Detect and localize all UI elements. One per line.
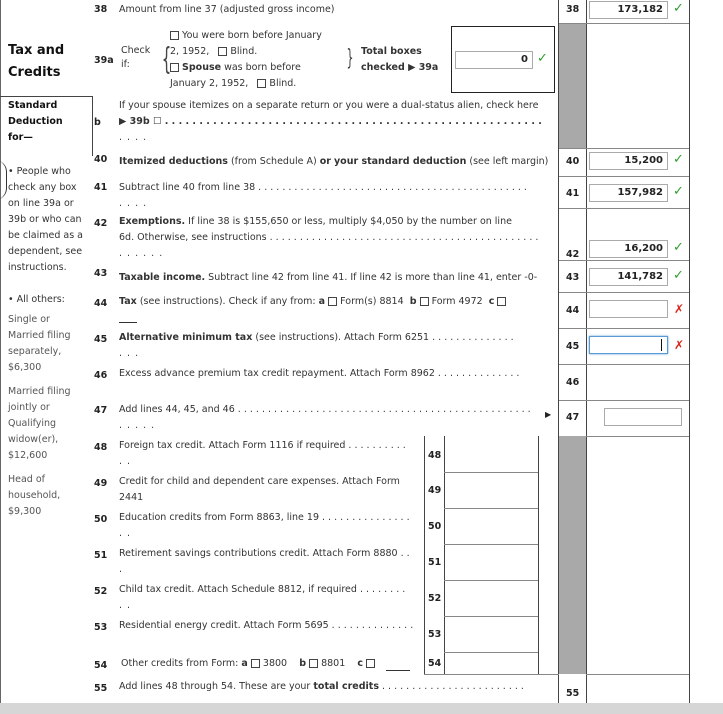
line-44-text: Tax (see instructions). Check if any from: a Form(s) 8814 b Form 4972 c	[119, 294, 506, 310]
line-53-text: Residential energy credit. Attach Form 5695 . . . . . . . . . . . . . .	[119, 620, 414, 631]
line-38-input[interactable]: 173,182	[589, 1, 668, 19]
shaded-area-upper	[559, 24, 586, 148]
line-40-input[interactable]: 15,200	[589, 152, 668, 170]
valid-check-icon: ✓	[673, 268, 684, 283]
other-c-checkbox[interactable]	[497, 297, 506, 306]
line-39b-text: If your spouse itemizes on a separate return or you were a dual-status alien, check here ▶ 39b ☐ . . . . . . . . . . . . . . . . . . . . . . . . . . . . . . . . . . . . . . . . . . . . . . . . . . . . . . . . . . .	[119, 100, 542, 143]
line-43-text: Taxable income. Subtract line 42 from line 41. If line 42 is more than line 41, enter -0-	[119, 272, 538, 283]
sidebar-note-hoh: Head of household, $9,300	[8, 474, 61, 517]
form-8814-checkbox[interactable]	[328, 297, 337, 306]
brace-icon: {	[161, 42, 172, 77]
line-number: 54	[94, 660, 108, 671]
valid-check-icon: ✓	[673, 1, 684, 16]
line-38-text: Amount from line 37 (adjusted gross income)	[119, 4, 335, 15]
line-55-text: Add lines 48 through 54. These are your total credits . . . . . . . . . . . . . . . . . . . . . . . .	[119, 681, 524, 692]
line-47-text: Add lines 44, 45, and 46 . . . . . . . . . . . . . . . . . . . . . . . . . . . . . . . . . . . . . . . . . . . . . . . . .	[119, 404, 531, 415]
invalid-x-icon: ✗	[674, 338, 685, 352]
line-39a-you-born: You were born before January	[170, 28, 322, 44]
line-number: 46	[94, 370, 108, 381]
line-box-label: 44	[566, 305, 580, 316]
line-39a-you-born2: 2, 1952, Blind.	[170, 46, 258, 57]
line-number: 47	[94, 405, 108, 416]
line-54-text: Other credits from Form: a 3800 b 8801 c	[121, 656, 375, 672]
horizontal-scrollbar[interactable]	[0, 703, 723, 714]
line-box-label: 41	[566, 188, 580, 199]
arrow-icon: ▶	[545, 410, 552, 419]
spouse-born-checkbox[interactable]	[170, 63, 179, 72]
line-box-label: 49	[428, 485, 442, 496]
line-number: 41	[94, 182, 108, 193]
line-48-text: Foreign tax credit. Attach Form 1116 if required . . . . . . . . . .	[119, 440, 406, 451]
line-39a-spouse-born: Spouse was born before	[170, 60, 301, 76]
line-number: 38	[94, 4, 108, 15]
line-box-label: 43	[566, 272, 580, 283]
line-box-label: 52	[428, 593, 442, 604]
line-39a-check-label: Check if:	[121, 45, 151, 70]
line-box-label: 54	[428, 658, 442, 669]
sidebar-note-single: Single or Married filing separately, $6,300	[8, 314, 71, 373]
valid-check-icon: ✓	[673, 152, 684, 167]
line-number: b	[94, 117, 101, 128]
line-number: 55	[94, 683, 108, 694]
line-box-label: 46	[566, 377, 580, 388]
line-42-input[interactable]: 16,200	[589, 240, 668, 258]
line-number: 49	[94, 478, 108, 489]
total-boxes-input[interactable]: 0	[455, 51, 533, 69]
line-54-c-blank[interactable]	[386, 670, 410, 671]
line-number: 50	[94, 514, 108, 525]
text-cursor	[661, 339, 662, 351]
line-box-label: 51	[428, 557, 442, 568]
spouse-blind-checkbox[interactable]	[257, 79, 266, 88]
other-form-checkbox[interactable]	[366, 659, 375, 668]
line-box-label: 40	[566, 156, 580, 167]
line-box-label: 50	[428, 521, 442, 532]
line-box-label: 55	[566, 688, 580, 699]
line-box-label: 47	[566, 412, 580, 423]
valid-check-icon: ✓	[537, 51, 548, 66]
line-number: 53	[94, 622, 108, 633]
line-41-input[interactable]: 157,982	[589, 184, 668, 202]
line-number: 39a	[94, 55, 114, 66]
line-number: 43	[94, 268, 108, 279]
line-number: 52	[94, 586, 108, 597]
you-blind-checkbox[interactable]	[218, 47, 227, 56]
line-number: 45	[94, 334, 108, 345]
shaded-area-lower	[559, 436, 586, 674]
line-44-c-blank[interactable]	[119, 322, 137, 323]
invalid-x-icon: ✗	[674, 302, 685, 316]
line-box-label: 48	[428, 450, 442, 461]
brace-icon: }	[346, 46, 354, 71]
sidebar-note-mfj: Married filing jointly or Qualifying widow(er), $12,600	[8, 386, 71, 461]
line-47-input[interactable]	[604, 408, 682, 426]
line-39a-spouse-born2: January 2, 1952, Blind.	[170, 78, 297, 89]
line-number: 51	[94, 550, 108, 561]
line-41-text: Subtract line 40 from line 38 . . . . . . . . . . . . . . . . . . . . . . . . . . . . . . . . . . . . . . . . . . . . .	[119, 182, 527, 193]
line-43-input[interactable]: 141,782	[589, 268, 668, 286]
line-number: 42	[94, 218, 108, 229]
bracket-decoration	[0, 160, 7, 200]
line-52-text: Child tax credit. Attach Schedule 8812, if required . . . . . . . .	[119, 584, 406, 595]
line-number: 40	[94, 154, 108, 165]
section-title: Tax and Credits	[8, 43, 65, 80]
sidebar-note-all-others: • All others:	[8, 294, 65, 305]
sidebar-note-people-who: • People who check any box on line 39a or 39b or who can be claimed as a dependent, see instructions.	[8, 166, 83, 273]
line-42-text: Exemptions. If line 38 is $155,650 or less, multiply $4,050 by the number on line 6d. Otherwise, see instructions . . . . . . . . . . . . . . . . . . . . . . . . . . . . . . . . . . . . . . . . . . . . . . . . . . .	[119, 216, 539, 259]
line-39a-total-label: Total boxes checked ▶ 39a	[361, 46, 439, 73]
line-box-label: 53	[428, 629, 442, 640]
line-45-input[interactable]	[589, 336, 668, 354]
you-born-checkbox[interactable]	[170, 31, 179, 40]
line-box-label: 42	[566, 249, 580, 260]
line-box-label: 45	[566, 341, 580, 352]
standard-deduction-heading: Standard Deduction for—	[8, 100, 63, 143]
line-44-input[interactable]	[589, 300, 668, 318]
line-40-text: Itemized deductions (from Schedule A) or your standard deduction (see left margin)	[119, 156, 549, 167]
form-3800-checkbox[interactable]	[251, 659, 260, 668]
valid-check-icon: ✓	[673, 240, 684, 255]
line-number: 48	[94, 442, 108, 453]
form-4972-checkbox[interactable]	[420, 297, 429, 306]
line-45-text: Alternative minimum tax (see instructions). Attach Form 6251 . . . . . . . . . . . . . .	[119, 332, 514, 343]
line-49-text: Credit for child and dependent care expenses. Attach Form 2441	[119, 476, 400, 503]
form-8801-checkbox[interactable]	[309, 659, 318, 668]
line-number: 44	[94, 298, 108, 309]
valid-check-icon: ✓	[673, 184, 684, 199]
line-50-text: Education credits from Form 8863, line 19 . . . . . . . . . . . . . . .	[119, 512, 410, 523]
line-box-label: 38	[566, 4, 580, 15]
line-51-text: Retirement savings contributions credit. Attach Form 8880 . .	[119, 548, 410, 559]
line-46-text: Excess advance premium tax credit repayment. Attach Form 8962 . . . . . . . . . . . . . .	[119, 368, 520, 379]
